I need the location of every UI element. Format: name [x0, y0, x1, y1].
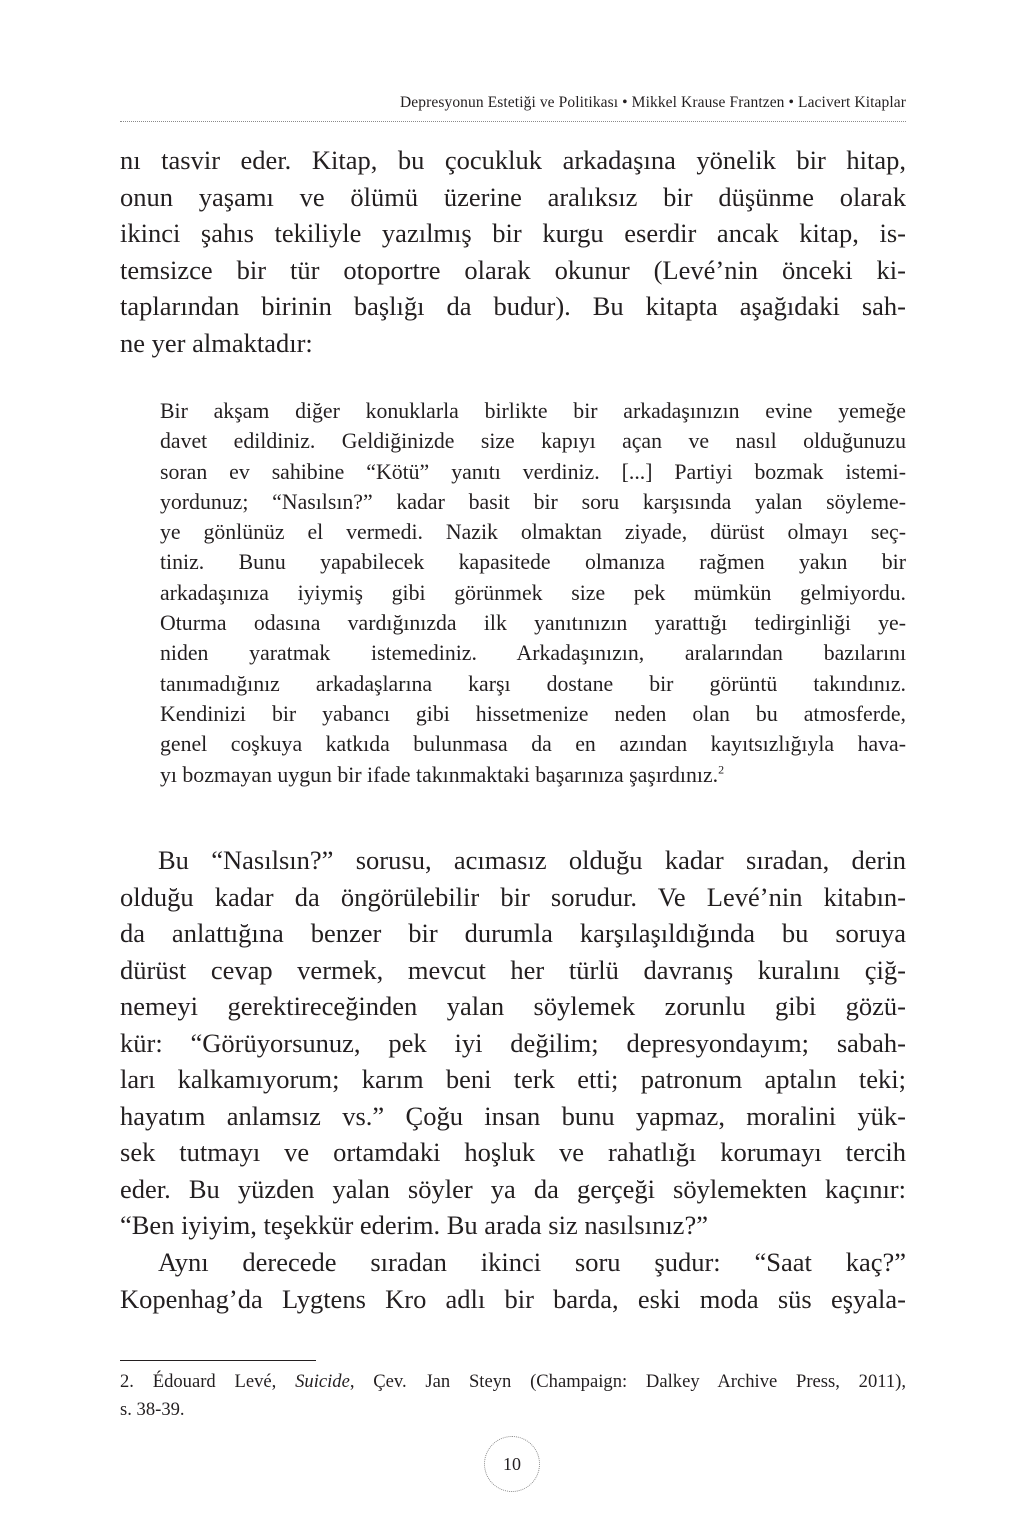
paragraph-1-line: nı tasvir eder. Kitap, bu çocukluk arkadaşına yönelik bir hitap, [120, 145, 906, 175]
quote-line: Kendinizi bir yabancı gibi hissetmenize neden olan bu atmosferde, [160, 701, 906, 726]
paragraph-2-line: “Ben iyiyim, teşekkür ederim. Bu arada siz nasılsınız?” [120, 1210, 708, 1240]
quote-line: arkadaşınıza iyiymiş gibi görünmek size pek mümkün gelmiyordu. [160, 580, 906, 605]
paragraph-2-line: sek tutmayı ve ortamdaki hoşluk ve rahatlığı korumayı tercih [120, 1137, 906, 1167]
quote-line: davet edildiniz. Geldiğinizde size kapıyı açan ve nasıl olduğunuzu [160, 429, 906, 454]
header-divider [120, 121, 906, 122]
quote-line: Oturma odasına vardığınızda ilk yanıtınızın yarattığı tedirginliği ye- [160, 611, 906, 636]
paragraph-1-line: ne yer almaktadır: [120, 327, 313, 358]
quote-line: tiniz. Bunu yapabilecek kapasitede olmanıza rağmen yakın bir [160, 550, 906, 575]
paragraph-2-line: da anlattığına benzer bir durumla karşılaşıldığında bu soruya [120, 918, 906, 948]
footnote-citation: , Çev. Jan Steyn (Champaign: Dalkey Archive Press, 2011), [349, 1371, 907, 1392]
quote-line: genel coşkuya katkıda bulunmasa da en azından kayıtsızlığıyla hava- [160, 732, 906, 757]
quote-line: yı bozmayan uygun bir ifade takınmaktaki başarınıza şaşırdınız. [160, 762, 719, 787]
quote-line: soran ev sahibine “Kötü” yanıtı verdiniz. [...] Partiyi bozmak istemi- [160, 459, 906, 484]
paragraph-2-line: eder. Bu yüzden yalan söyler ya da gerçeği söylemekten kaçınır: [120, 1173, 906, 1204]
footnote-divider [120, 1360, 316, 1361]
footnote [120, 1368, 906, 1423]
paragraph-2-line: Bu “Nasılsın?” sorusu, acımasız olduğu kadar sıradan, derin [158, 845, 906, 875]
paragraph-2-line: kür: “Görüyorsunuz, pek iyi değilim; depresyondayım; sabah- [120, 1027, 906, 1058]
footnote-author: Édouard Levé, [152, 1371, 277, 1392]
quote-line: yordunuz; “Nasılsın?” kadar basit bir soru karşısında yalan söyleme- [160, 489, 906, 514]
paragraph-2 [120, 842, 906, 1244]
paragraph-1-line: taplarından birinin başlığı da budur). Bu kitapta aşağıdaki sah- [120, 291, 906, 321]
paragraph-3 [120, 1244, 906, 1317]
footnote-reference[interactable]: 2 [718, 762, 725, 777]
paragraph-2-line: ları kalkamıyorum; karım beni terk etti; patronum aptalın teki; [120, 1064, 906, 1094]
paragraph-2-line: dürüst cevap vermek, mevcut her türlü davranış kuralını çiğ- [120, 954, 906, 985]
paragraph-1 [120, 142, 906, 361]
page-number: 10 [503, 1453, 521, 1474]
quote-line: Bir akşam diğer konuklarla birlikte bir arkadaşınızın evine yemeğe [160, 399, 906, 423]
footnote-number: 2. [120, 1371, 134, 1392]
footnote-line [120, 1368, 906, 1396]
quote-line: tanımadığınız arkadaşlarına karşı dostane bir görüntü takındınız. [160, 671, 906, 696]
quote-last-line [160, 760, 906, 790]
paragraph-1-line: temsizce bir tür otoportre olarak okunur (Levé’nin önceki ki- [120, 254, 906, 285]
quote-line: ye gönlünüz el vermedi. Nazik olmaktan ziyade, dürüst olmayı seç- [160, 520, 906, 545]
paragraph-2-line: hayatım anlamsız vs.” Çoğu insan bunu yapmaz, moralini yük- [120, 1100, 906, 1131]
footnote-title: Suicide [295, 1371, 350, 1392]
paragraph-3-line: Kopenhag’da Lygtens Kro adlı bir barda, eski moda süs eşyala- [120, 1283, 906, 1314]
block-quote [160, 396, 906, 790]
paragraph-1-line: ikinci şahıs tekiliyle yazılmış bir kurgu eserdir ancak kitap, is- [120, 218, 906, 248]
quote-line: niden yaratmak istemediniz. Arkadaşınızın, aralarından bazılarını [160, 641, 906, 666]
paragraph-2-line: olduğu kadar da öngörülebilir bir sorudur. Ve Levé’nin kitabın- [120, 881, 906, 912]
page-number-badge [484, 1436, 540, 1492]
footnote-pages: s. 38-39. [120, 1398, 185, 1420]
running-header: Depresyonun Estetiği ve Politikası • Mikkel Krause Frantzen • Lacivert Kitaplar [399, 94, 906, 111]
paragraph-3-line: Aynı derecede sıradan ikinci soru şudur: “Saat kaç?” [158, 1247, 906, 1277]
paragraph-1-line: onun yaşamı ve ölümü üzerine aralıksız bir düşünme olarak [120, 181, 906, 212]
paragraph-2-line: nemeyi gerektireceğinden yalan söylemek zorunlu gibi gözü- [120, 991, 906, 1021]
